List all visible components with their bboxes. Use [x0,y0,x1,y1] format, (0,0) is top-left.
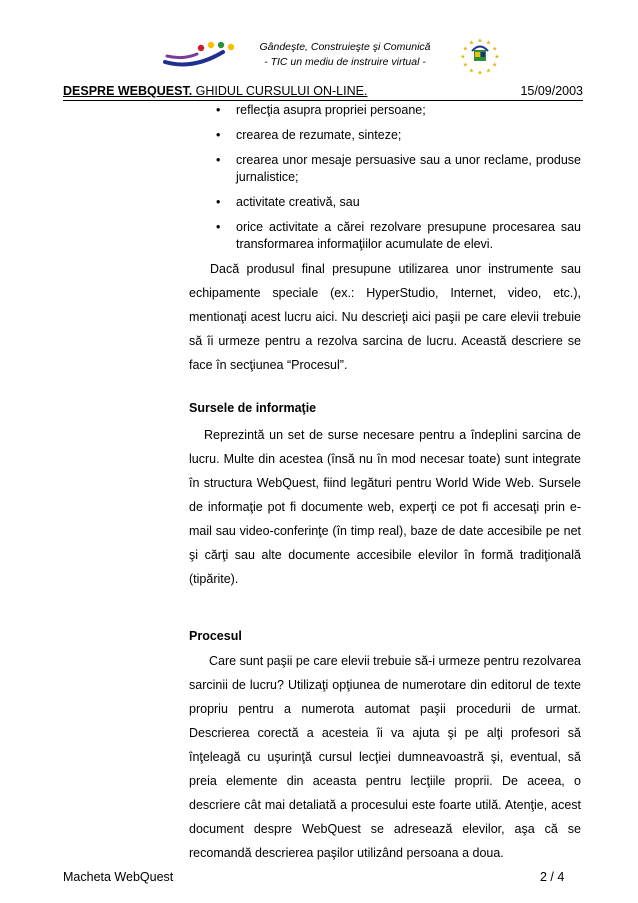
list-item-text: crearea de rezumate, sinteze; [236,128,402,142]
list-item [189,152,581,186]
star-icon: ★ [477,70,483,76]
star-icon: ★ [485,40,492,47]
page-content [189,102,581,865]
star-icon: ★ [460,54,466,61]
running-header [63,84,583,98]
list-item-text: orice activitate a cărei rezolvare presupune procesarea sau transformarea informaţiilor acumulate de elevi. [236,220,581,251]
list-item-text: crearea unor mesaje persuasive sau a unor reclame, produse jurnalistice; [236,153,581,184]
star-icon: ★ [492,46,498,53]
tagline-line-1: Gândeşte, Construieşte şi Comunică [259,41,431,53]
eu-stars-emblem [450,36,510,76]
process-paragraph: Care sunt paşii pe care elevii trebuie să-i urmeze pentru rezolvarea sarcinii de lucru? Utilizaţi opţiunea de numerotare din editorul de texte propriu pentru a numerota automat paşii procedurii de urmat. Descrierea corectă a acesteia îi va ajuta şi pe alţi profesori să înţeleagă cu uşurinţă cursul lecţiei dumneavoastră şi, eventual, să preia elemente din aceasta pentru lecţiile proprii. De aceea, o descriere cât mai detaliată a procesului este foarte utilă. Atenţie, acest document despre WebQuest se adresează elevilor, aşa că se recomandă descrierea paşilor utilizând persoana a doua. [189,654,581,860]
process-heading: Procesul [189,629,242,643]
list-item [189,127,581,144]
list-item-text: activitate creativă, sau [236,195,360,209]
header-divider [63,100,583,101]
page-number: 2 / 4 [540,870,565,884]
star-icon: ★ [468,68,475,75]
header-title-rest: GHIDUL CURSULUI ON-LINE. [192,84,368,98]
bullet-list [189,102,581,253]
sources-paragraph: Reprezintă un set de surse necesare pentru a îndeplini sarcina de lucru. Multe din acestea (însă nu în mod necesar toate) sunt integrate în structura WebQuest, fiind legături pentru World Wide Web. Sursele de informaţie pot fi documente web, experţi ce pot fi accesaţi prin e-mail sau video-conferinţe (în timp real), baze de date accesibile pe net şi cărţi sau alte documente accesibile elevilor în formă tradiţională (tipărite). [189,428,581,586]
star-icon: ★ [492,62,498,69]
star-icon: ★ [477,38,483,45]
footer-title: Macheta WebQuest [63,870,174,884]
swoosh-figures-logo [163,40,241,68]
star-icon: ★ [462,62,468,69]
bullet-icon: • [216,195,221,209]
bullet-icon: • [216,153,221,167]
bullet-icon: • [216,220,221,234]
tagline-line-2: - TIC un mediu de instruire virtual - [264,56,426,68]
product-paragraph: Dacă produsul final presupune utilizarea unor instrumente sau echipamente speciale (ex.: HyperStudio, Internet, video, etc.), mentionaţi acest lucru aici. Nu descrieţi aici paşii pe care elevii trebuie să îi urmeze pentru a rezolva sarcina de lucru. Această descriere se face în secţiunea “Procesul”. [189,262,581,372]
sources-heading: Sursele de informaţie [189,401,317,415]
header-title-bold: DESPRE WEBQUEST. [63,84,193,98]
star-icon: ★ [485,68,492,75]
header-tagline [240,40,450,70]
header-date: 15/09/2003 [520,84,583,98]
list-item-text: reflecţia asupra propriei persoane; [236,103,426,117]
star-icon: ★ [462,46,468,53]
star-icon: ★ [468,40,475,47]
list-item [189,194,581,211]
bullet-icon: • [216,128,221,142]
list-item [189,102,581,119]
bullet-icon: • [216,103,221,117]
star-icon: ★ [494,54,500,61]
list-item [189,219,581,253]
